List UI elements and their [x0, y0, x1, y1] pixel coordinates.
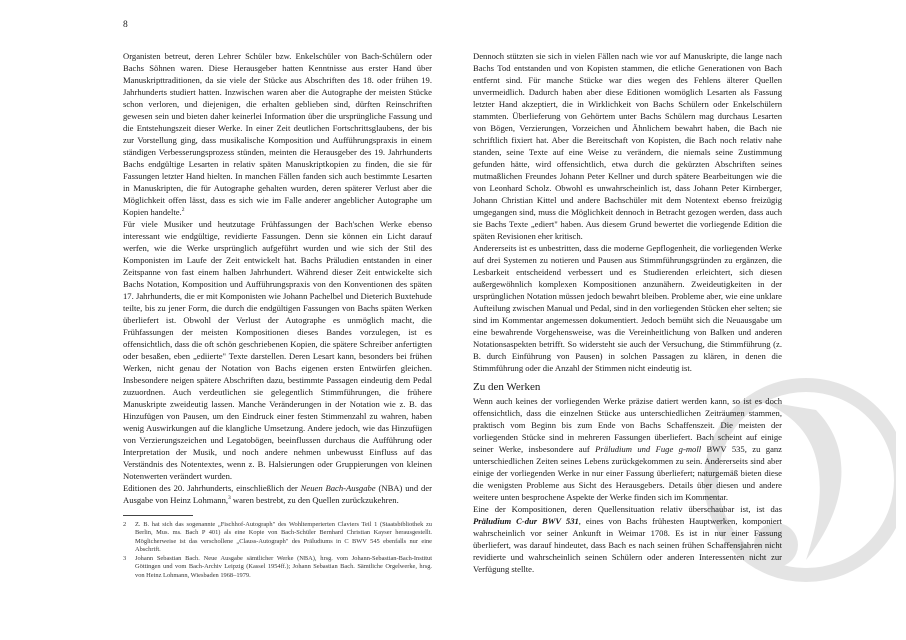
- left-column: [123, 50, 432, 581]
- footnote-divider: [123, 515, 193, 516]
- footnote-ref[interactable]: 2: [181, 207, 185, 214]
- footnote: 2 Z. B. hat sich das sogenannte „Fischhof-Autograph" des Wohltemperierten Claviers Teil 1 (Staatsbibliothek zu Berlin, Mus. ms. Bach P 401) als eine Kopie von Bach-Schüler Bernhard Christian Kayser herausgestellt. Möglicherweise ist das verschollene „Clauss-Autograph" des Präludiums in C BWV 545 ebenfalls nur eine Abschrift.: [123, 521, 432, 553]
- page-number: 8: [123, 20, 128, 30]
- paragraph: Für viele Musiker und heutzutage Frühfassungen der Bach'schen Werke ebenso interessant wie endgültige, revidierte Fassungen. Denn sie können ein Licht darauf werfen, wie die Werke ursprünglich aufgeführt wurden und wie sich der Stil des Komponisten im Laufe der Zeit entwickelt hat. Bachs Präludien entstanden in einer Zeitspanne von fast einem halben Jahrhundert. Während dieser Zeit entwickelte sich Bachs Notation, Komposition und Aufführungspraxis von den Konventionen des späten 17. Jahrhunderts, die er mit Komponisten wie Johann Pachelbel und Dieterich Buxtehude teilte, bis zu jener Form, die durch die endgültigen Fassungen von Bachs späten Werken überliefert ist. Obwohl der Verlust der Autographe es unmöglich macht, die Frühfassungen der meisten Kompositionen dieses Bandes vorzulegen, ist es offensichtlich, dass die oft schön geschriebenen Kopien, die spätere Schreiber anfertigten oder besaßen, eben „ediierte" Texte darstellen. Deren Lesart kann, besonders bei frühen Werken, nicht genau der Notation von Bachs eigenen ersten Entwürfen gleichen. Insbesondere neigen spätere Abschriften dazu, bestimmte Passagen eindeutig dem Pedal zuzuordnen. Auch verdeutlichen sie gelegentlich Stimmführungen, die frühere Manuskripte zweideutig lassen. Manche Veränderungen in der Notation wie z. B. das Hinzufügen von Pausen, um den Eindruck einer festen Stimmenzahl zu wahren, haben wenig Auswirkungen auf die klangliche Umsetzung. Andere jedoch, wie das Hinzufügen von Verzierungszeichen und Legatobögen, beeinflussen durchaus die Aufführung oder Interpretation der Musik, und noch andere nehmen unbewusst Einfluss auf das Verständnis des Notentextes, wenn z. B. Halsierungen oder Gruppierungen von kleinen Notenwerten verändert wurden.: [123, 219, 432, 481]
- paragraph: Wenn auch keines der vorliegenden Werke präzise datiert werden kann, so ist es doch offensichtlich, dass die einzelnen Stücke aus unterschiedlichen Zeiträumen stammen, praktisch vom Beginn bis zum Ende von Bachs Schaffenszeit. Die meisten der vorliegenden Stücke sind in mehreren Fassungen überliefert. Bach scheint auf einige seiner Werke, insbesondere auf Präludium und Fuge g-moll BWV 535, zu ganz unterschiedlichen Zeiten seines Lebens zurückgekommen zu sein. Andererseits sind aber einige der vorliegenden Werke in nur einer Fassung überliefert; naturgemäß bieten diese die wenigsten Probleme aus Sicht des Herausgebers. Details über diesen und andere weitere unten besprochene Aspekte der Werke finden sich im Kommentar.: [473, 396, 782, 502]
- footnotes: [123, 521, 432, 580]
- footnote-ref[interactable]: 3: [228, 495, 231, 502]
- footnote: 3 Johann Sebastian Bach. Neue Ausgabe sämtlicher Werke (NBA), hrsg. vom Johann-Sebastian-Bach-Institut Göttingen und vom Bach-Archiv Leipzig (Kassel 1954ff.); Johann Sebastian Bach. Sämtliche Orgelwerke, hrsg. von Heinz Lohmann, Wiesbaden 1968–1979.: [123, 555, 432, 579]
- section-heading: Zu den Werken: [473, 381, 541, 393]
- paragraph: Andererseits ist es unbestritten, dass die moderne Gepflogenheit, die vorliegenden Werke auf drei Systemen zu notieren und Pausen aus Stimmführungsgründen zu ergänzen, die Lesbarkeit entscheidend verbessert und es Studierenden erleichtert, sich diesen außergewöhnlich komplexen Kompositionen anzunähern. Zweideutigkeiten in der ursprünglichen Notation müssen jedoch bewahrt bleiben. Probleme aber, wie eine unklare Aufteilung zwischen Manual und Pedal, sind in den vorliegenden Stücken eher selten; sie sind im Kommentar angemessen dokumentiert. Jedoch bemüht sich die Neuausgabe um eine bewahrende Vorgehensweise, was die Vereinheitlichung von Balken und anderen Notationsaspekten betrifft. So widersteht sie auch der Versuchung, die Stimmführung (z. B. durch Einführung von Pausen) in solchen Passagen zu klären, in denen die Stimmführung oder die Anzahl der Stimmen nicht eindeutig ist.: [473, 243, 782, 373]
- paragraph: Editionen des 20. Jahrhunderts, einschließlich der Neuen Bach-Ausgabe (NBA) und der Ausgabe von Heinz Lohmann,$^3$ waren bestrebt, zu den Quellen zurückzukehren.: [123, 483, 433, 505]
- paragraph: Eine der Kompositionen, deren Quellensituation relativ überschaubar ist, ist das Präludium C-dur BWV 531, eines von Bachs frühesten Hauptwerken, komponiert wahrscheinlich vor seiner Ankunft in Weimar 1708. Es ist in nur einer Fassung überliefert, was darauf hindeutet, dass Bach es nach seinen frühen Schaffensjahren nicht revidierte und wahrscheinlich seinen Schülern oder anderen Interessenten nicht zur Verfügung stellte.: [473, 504, 782, 574]
- paragraph: Organisten betreut, deren Lehrer Schüler bzw. Enkelschüler von Bach-Schülern oder Bachs Söhnen waren. Diese Herausgeber hatten Kenntnisse aus erster Hand über Manuskripttraditionen, da sie viele der Stücke aus Abschriften des 18. oder frühen 19. Jahrhunderts studiert hatten. Inzwischen waren aber die Autographe der meisten Stücke schon verloren, und diejenigen, die erhalten geblieben sind, dürften Reinschriften gewesen sein und bieten daher keinerlei Information über die ursprüngliche Fassung und die Entstehungszeit dieser Werke. In einer Zeit deutlichen Fortschrittsglaubens, der bis zur Vorstellung ging, dass musikalische Komposition und Aufführungspraxis in einem ständigen Verbesserungsprozess stünden, meinten die Herausgeber des 19. Jahrhunderts Bachs endgültige Lesarten in relativ späten Manuskriptkopien zu finden, die sie für Fassungen letzter Hand hielten. In manchen Fällen fanden sich auch bestimmte Lesarten in Manuskripten, die für Autographe gehalten wurden, deren späterer Verlust aber die Möglichkeit offen lässt, dass es sich wie im Falle anderer angeblicher Autographe um Kopien handelte.$^2$: [123, 51, 432, 217]
- paragraph: Dennoch stützten sie sich in vielen Fällen nach wie vor auf Manuskripte, die lange nach Bachs Tod entstanden und von Kopisten stammen, die etliche Generationen von Bach entfernt sind. Für manche Stücke war dies wegen des Fehlens älterer Quellen unvermeidlich. Dadurch haben aber diese Editionen womöglich Lesarten als Fassung letzter Hand akzeptiert, die in Wirklichkeit von Bachs Schülern oder Enkelschülern stammten. Überlieferung von Gehörtem unter Bachs Schülern mag durchaus Lesarten von Bögen, Verzierungen, Vorzeichen und Ähnlichem bewahrt haben, die Bach nie schriftlich fixiert hat. Aber die Bereitschaft von Kopisten, die Bach noch relativ nahe standen, seine Texte auf eine Weise zu verändern, die niemals seine Zustimmung gefunden hätte, wird offensichtlich, etwa durch die gekürzten Abschriften seines mutmaßlichen Freundes Johann Peter Kellner und durch spätere Bearbeitungen wie die von Leonhard Scholz. Obwohl es unwahrscheinlich ist, dass Johann Peter Kirnberger, Johann Christian Kittel und andere Bachschüler mit dem Notentext ebenso freizügig umgegangen sind, muss die Möglichkeit dennoch in Betracht gezogen werden, dass auch sie Bachs Texte „ediert" haben. Aus diesem Grund bewertet die vorliegende Edition die späten Revisionen eher kritisch.: [473, 51, 782, 241]
- publisher-logo-watermark-icon: [696, 360, 896, 600]
